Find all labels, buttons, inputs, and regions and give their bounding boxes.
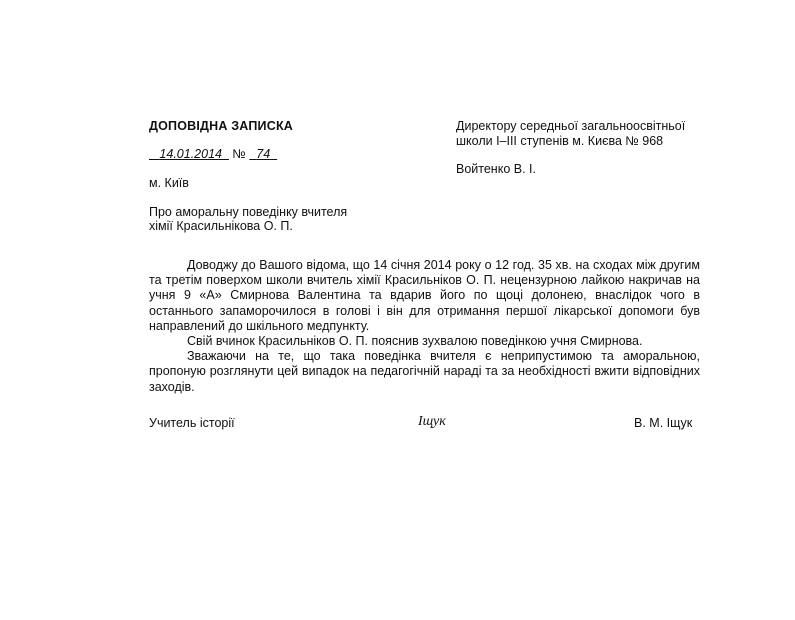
- body-paragraph-2: Свій вчинок Красильніков О. П. пояснив зухвалою поведінкою учня Смирнова.: [187, 334, 643, 349]
- signer-name: В. М. Іщук: [634, 416, 693, 430]
- body-paragraph-3: Зважаючи на те, що така поведінка вчителя є неприпустимою та аморальною, пропоную розглянути цей випадок на педагогічній нараді та за необхідності вжити відповідних заходів.: [149, 349, 700, 394]
- city: м. Київ: [149, 176, 189, 190]
- number-sign: №: [232, 147, 246, 161]
- addressee-name: Войтенко В. І.: [456, 162, 536, 176]
- document-body: [149, 258, 700, 395]
- document-date: 14.01.2014: [159, 147, 222, 161]
- signer-position: Учитель історії: [149, 416, 235, 430]
- addressee-line-1: Директору середньої загальноосвітньої: [456, 119, 686, 133]
- document-title: ДОПОВІДНА ЗАПИСКА: [149, 119, 294, 133]
- body-paragraph-1: Доводжу до Вашого відома, що 14 січня 2014 року о 12 год. 35 хв. на сходах між другим та третім поверхом школи вчитель хімії Красильніков О. П. нецензурною лайкою накричав на учня 9 «А» Смирнова Валентина та вдарив його по щоці долонею, внаслідок чого в останнього запаморочилося в голові і він для отримання першої лікарської допомоги був направлений до шкільного медпункту.: [149, 258, 700, 333]
- subject-line-2: хімії Красильнікова О. П.: [149, 219, 293, 233]
- document-number: 74: [256, 147, 271, 161]
- handwritten-signature: Іщук: [418, 414, 446, 429]
- date-number-line: [149, 147, 277, 162]
- addressee-line-2: школи I–III ступенів м. Києва № 968: [456, 134, 664, 148]
- subject-line-1: Про аморальну поведінку вчителя: [149, 205, 348, 219]
